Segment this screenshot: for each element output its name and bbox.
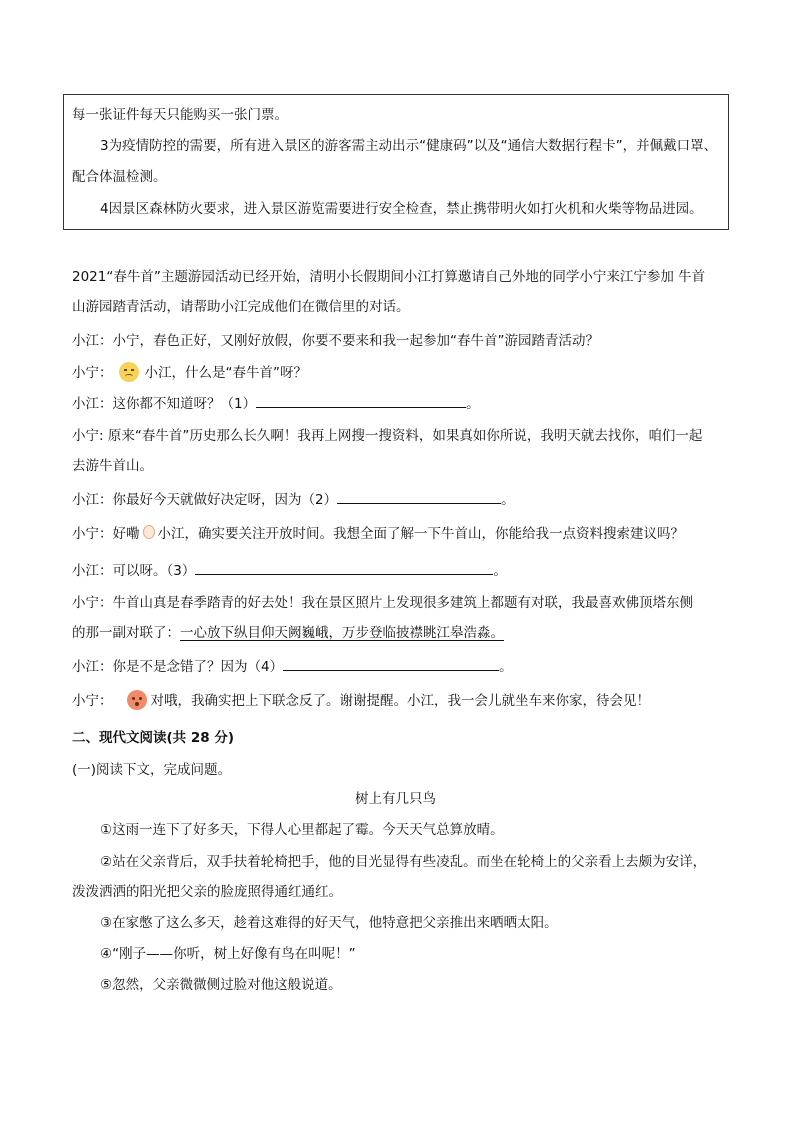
dialog-text: 小江，确实要关注开放时间。我想全面了解一下牛首山，你能给我一点资料搜索建议吗？: [157, 526, 684, 542]
answer-blank-3[interactable]: [195, 561, 493, 575]
dialog-period: 。: [501, 492, 515, 508]
section-heading: 二、现代文阅读(共 28 分): [72, 730, 235, 746]
dialog-text: 小江：你是不是念错了？因为（4）: [72, 659, 284, 675]
dialog-text: 对哦，我确实把上下联念反了。谢谢提醒。小江，我一会儿就坐车来你家，待会见！: [150, 693, 650, 709]
paragraph-5: ⑤忽然，父亲微微侧过脸对他这般说道。: [100, 977, 342, 993]
dialog-line-4: 小宁: 原来“春牛首”历史那么长久啊！我再上网搜一搜资料，如果真如你所说，我明天就去找你，咱们一起: [72, 428, 703, 444]
answer-blank-1[interactable]: [256, 394, 466, 408]
dialog-text: 小江，什么是“春牛首”呀？: [144, 365, 307, 381]
notice-line-2: 3为疫情防控的需要，所有进入景区的游客需主动出示“健康码”以及“通信大数据行程卡”，并佩戴口罩、: [100, 138, 718, 154]
paragraph-2-cont: 泼泼洒洒的阳光把父亲的脸庞照得通红通红。: [72, 884, 342, 900]
answer-blank-2[interactable]: [337, 490, 501, 504]
dialog-text: 小江：可以呀。（3）: [72, 563, 196, 579]
flushed-face-icon: [127, 690, 147, 710]
dialog-line-7: [72, 561, 507, 580]
couplet-text: 一心放下纵目仰天阙巍峨，万步登临披襟眺江皋浩淼。: [180, 625, 504, 641]
article-title: 树上有几只鸟: [355, 791, 436, 807]
dialog-text: 小江：这你都不知道呀？（1）: [72, 396, 257, 412]
dialog-period: 。: [493, 563, 507, 579]
paragraph-3: ③在家憋了这么多天，趁着这难得的好天气，他特意把父亲推出来晒晒太阳。: [100, 915, 558, 931]
dialog-line-10: [72, 690, 650, 710]
dialog-period: 。: [499, 659, 513, 675]
dialog-line-3: [72, 394, 480, 413]
speaker-label: 小宁：: [72, 365, 113, 381]
dialog-line-6: [72, 523, 684, 543]
paragraph-4: ④“刚子——你听，树上好像有鸟在叫呢！”: [100, 946, 356, 962]
paragraph-1: ①这雨一连下了好多天，下得人心里都起了霉。今天天气总算放晴。: [100, 822, 504, 838]
intro-line-2: 山游园踏青活动，请帮助小江完成他们在微信里的对话。: [72, 299, 410, 315]
dialog-line-8b: [72, 624, 504, 642]
notice-line-3: 配合体温检测。: [72, 169, 167, 185]
dialog-line-4b: 去游牛首山。: [72, 458, 153, 474]
speaker-label: 小宁：: [72, 693, 113, 709]
section-subheading: (一)阅读下文，完成问题。: [72, 762, 232, 778]
dialog-line-9: [72, 657, 513, 676]
answer-blank-4[interactable]: [283, 657, 499, 671]
notice-line-1: 每一张证件每天只能购买一张门票。: [72, 107, 288, 123]
dialog-line-8: 小宁：牛首山真是春季踏青的好去处！我在景区照片上发现很多建筑上都题有对联，我最喜欢佛顶塔东侧: [72, 595, 693, 611]
intro-line-1: 2021“春牛首”主题游园活动已经开始，清明小长假期间小江打算邀请自己外地的同学小宁来江宁参加 牛首: [72, 269, 706, 285]
dialog-line-1: 小江：小宁，春色正好，又刚好放假，你要不要来和我一起参加“春牛首”游园踏青活动？: [72, 333, 599, 349]
dialog-text: 小江：你最好今天就做好决定呀，因为（2）: [72, 492, 338, 508]
dialog-text: 小宁：好嘞: [72, 526, 140, 542]
dialog-text: 的那一副对联了：: [72, 625, 180, 641]
notice-line-4: 4因景区森林防火要求，进入景区游览需要进行安全检查，禁止携带明火如打火机和火柴等物品进园。: [100, 201, 703, 217]
ok-hand-icon: [140, 523, 158, 543]
dialog-period: 。: [466, 396, 480, 412]
paragraph-2: ②站在父亲背后，双手扶着轮椅把手，他的目光显得有些凌乱。而坐在轮椅上的父亲看上去颇为安详，: [100, 854, 707, 870]
sad-face-icon: [119, 362, 139, 382]
dialog-line-5: [72, 490, 515, 509]
dialog-line-2: [72, 362, 307, 382]
